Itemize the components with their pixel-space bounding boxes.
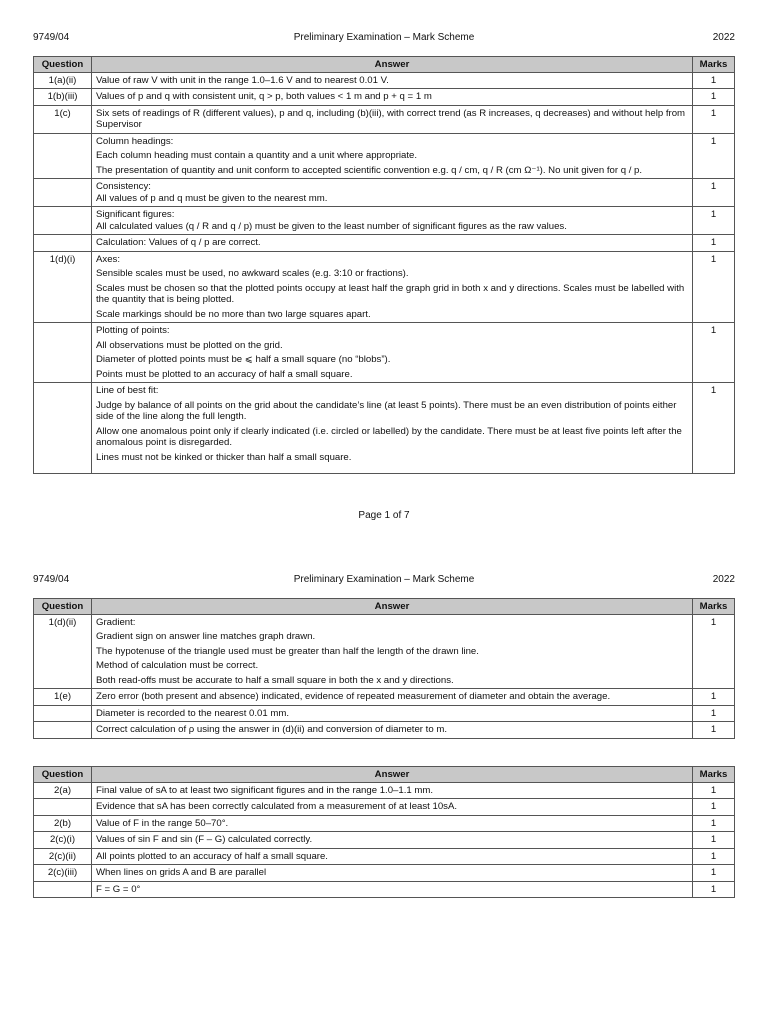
answer-line: Values of sin F and sin (F – G) calculated correctly. — [96, 834, 313, 845]
answer-cell — [92, 133, 693, 179]
question-cell: 2(c)(iii) — [34, 865, 92, 882]
table-row — [34, 251, 735, 323]
answer-cell — [92, 832, 693, 849]
answer-cell — [92, 105, 693, 133]
question-cell — [34, 133, 92, 179]
answer-line: Points must be plotted to an accuracy of half a small square. — [96, 368, 353, 380]
answer-line: Scale markings should be no more than two large squares apart. — [96, 308, 371, 320]
answer-line: Axes: — [96, 253, 120, 265]
answer-line: Gradient: — [96, 616, 136, 628]
mark-scheme-table-2 — [33, 598, 735, 739]
answer-line: Final value of sA to at least two significant figures and in the range 1.0–1.1 mm. — [96, 784, 434, 796]
table-row — [34, 323, 735, 383]
marks-cell: 1 — [693, 722, 735, 739]
answer-cell — [92, 881, 693, 898]
question-cell: 1(d)(i) — [34, 251, 92, 323]
marks-cell: 1 — [693, 815, 735, 832]
answer-cell — [92, 207, 693, 235]
question-cell: 1(e) — [34, 689, 92, 706]
answer-cell — [92, 614, 693, 689]
table-row — [34, 705, 735, 722]
table-row — [34, 881, 735, 898]
table-row — [34, 722, 735, 739]
answer-cell — [92, 323, 693, 383]
page-header-2 — [33, 573, 735, 587]
column-header-question: Question — [34, 767, 92, 783]
marks-cell: 1 — [693, 705, 735, 722]
answer-line: Column headings: — [96, 135, 174, 147]
marks-cell: 1 — [693, 133, 735, 179]
year: 2022 — [712, 574, 735, 585]
answer-line: All calculated values (q / R and q / p) must be given to the least number of significant figures as the raw values. — [96, 220, 567, 232]
answer-line: Consistency: — [96, 181, 151, 192]
marks-cell: 1 — [693, 865, 735, 882]
table-row — [34, 832, 735, 849]
answer-line: Allow one anomalous point only if clearly indicated (i.e. circled or labelled) by the candidate. There must be at least five points left after the anomalous point is disregarded. — [96, 425, 682, 448]
answer-line: Significant figures: — [96, 209, 175, 220]
answer-line: All values of p and q must be given to the nearest mm. — [96, 192, 328, 204]
answer-cell — [92, 72, 693, 89]
answer-cell — [92, 251, 693, 323]
question-cell — [34, 705, 92, 722]
column-header-marks: Marks — [693, 767, 735, 783]
paper-code: 9749/04 — [33, 574, 70, 585]
answer-line: Sensible scales must be used, no awkward scales (e.g. 3:10 or fractions). — [96, 268, 409, 279]
marks-cell: 1 — [693, 89, 735, 106]
question-cell: 2(c)(i) — [34, 832, 92, 849]
question-cell: 1(a)(ii) — [34, 72, 92, 89]
answer-line: The presentation of quantity and unit conform to accepted scientific convention e.g. q / cm, q / R (cm Ω⁻¹). No unit given for q / p. — [96, 164, 643, 176]
marks-cell: 1 — [693, 782, 735, 799]
question-cell — [34, 881, 92, 898]
marks-cell: 1 — [693, 614, 735, 689]
answer-line: Scales must be chosen so that the plotted points occupy at least half the graph grid in both x and y directions. Scales must be labelled with the quantity that is being plotted. — [96, 282, 685, 305]
question-cell — [34, 722, 92, 739]
answer-line: Value of F in the range 50–70°. — [96, 817, 229, 829]
question-cell: 1(b)(iii) — [34, 89, 92, 106]
answer-cell — [92, 235, 693, 252]
marks-cell: 1 — [693, 881, 735, 898]
answer-line: Evidence that sA has been correctly calculated from a measurement of at least 10sA. — [96, 801, 458, 812]
answer-cell — [92, 89, 693, 106]
answer-line: Six sets of readings of R (different values), p and q, including (b)(iii), with correct trend (as R increases, q decreases) and without help from Supervisor — [96, 107, 686, 130]
table-header-row — [34, 57, 735, 73]
table-row — [34, 89, 735, 106]
mark-scheme-table-3 — [33, 766, 735, 898]
marks-cell: 1 — [693, 832, 735, 849]
answer-line: The hypotenuse of the triangle used must be greater than half the length of the drawn line. — [96, 645, 479, 657]
marks-cell: 1 — [693, 251, 735, 323]
column-header-answer: Answer — [92, 599, 693, 615]
answer-line: Line of best fit: — [96, 385, 159, 396]
marks-cell: 1 — [693, 207, 735, 235]
table-row — [34, 105, 735, 133]
answer-line: Values of p and q with consistent unit, q > p, both values < 1 m and p + q = 1 m — [96, 91, 432, 102]
marks-cell: 1 — [693, 179, 735, 207]
table-row — [34, 235, 735, 252]
paper-code: 9749/04 — [33, 32, 70, 43]
answer-cell — [92, 705, 693, 722]
answer-line: Both read-offs must be accurate to half a small square in both the x and y directions. — [96, 674, 454, 686]
answer-line: Diameter is recorded to the nearest 0.01 mm. — [96, 707, 290, 719]
answer-cell — [92, 722, 693, 739]
year: 2022 — [712, 32, 735, 43]
answer-line: Gradient sign on answer line matches graph drawn. — [96, 631, 316, 642]
document-title: Preliminary Examination – Mark Scheme — [293, 32, 475, 43]
mark-scheme-table-1 — [33, 56, 735, 474]
marks-cell: 1 — [693, 689, 735, 706]
answer-line: Correct calculation of ρ using the answer in (d)(ii) and conversion of diameter to m. — [96, 724, 447, 735]
question-cell: 2(a) — [34, 782, 92, 799]
column-header-question: Question — [34, 57, 92, 73]
column-header-marks: Marks — [693, 599, 735, 615]
question-cell — [34, 323, 92, 383]
question-cell — [34, 235, 92, 252]
table-row — [34, 179, 735, 207]
answer-line: Lines must not be kinked or thicker than half a small square. — [96, 451, 352, 463]
question-cell: 2(b) — [34, 815, 92, 832]
answer-line: When lines on grids A and B are parallel — [96, 867, 267, 878]
answer-line: Method of calculation must be correct. — [96, 660, 259, 671]
answer-line: Judge by balance of all points on the grid about the candidate’s line (at least 5 points). There must be an even distribution of points either side of the line along the full length. — [96, 399, 677, 422]
table-row — [34, 865, 735, 882]
answer-cell — [92, 848, 693, 865]
marks-cell: 1 — [693, 848, 735, 865]
column-header-marks: Marks — [693, 57, 735, 73]
question-cell: 2(c)(ii) — [34, 848, 92, 865]
page-header — [33, 31, 735, 45]
answer-cell — [92, 383, 693, 474]
marks-cell: 1 — [693, 323, 735, 383]
answer-cell — [92, 689, 693, 706]
marks-cell: 1 — [693, 105, 735, 133]
question-cell — [34, 383, 92, 474]
document-title: Preliminary Examination – Mark Scheme — [293, 574, 475, 585]
table-row — [34, 782, 735, 799]
table-row — [34, 383, 735, 474]
answer-cell — [92, 815, 693, 832]
table-row — [34, 848, 735, 865]
answer-line: All observations must be plotted on the grid. — [96, 339, 283, 351]
answer-line: Value of raw V with unit in the range 1.0–1.6 V and to nearest 0.01 V. — [96, 74, 389, 86]
answer-line: All points plotted to an accuracy of half a small square. — [96, 850, 328, 862]
table-row — [34, 207, 735, 235]
table-row — [34, 815, 735, 832]
answer-cell — [92, 799, 693, 816]
answer-cell — [92, 782, 693, 799]
table-header-row — [34, 599, 735, 615]
question-cell — [34, 207, 92, 235]
answer-line: Diameter of plotted points must be ⩽ half a small square (no “blobs”). — [96, 354, 391, 365]
column-header-answer: Answer — [92, 57, 693, 73]
answer-cell — [92, 179, 693, 207]
table-row — [34, 133, 735, 179]
answer-line: Plotting of points: — [96, 325, 170, 336]
question-cell — [34, 179, 92, 207]
table-row — [34, 799, 735, 816]
answer-cell — [92, 865, 693, 882]
question-cell: 1(c) — [34, 105, 92, 133]
table-row — [34, 689, 735, 706]
answer-line: Zero error (both present and absence) indicated, evidence of repeated measurement of diameter and obtain the average. — [96, 691, 611, 702]
answer-line: F = G = 0° — [96, 883, 141, 895]
answer-line: Calculation: Values of q / p are correct. — [96, 237, 261, 248]
question-cell: 1(d)(ii) — [34, 614, 92, 689]
question-cell — [34, 799, 92, 816]
answer-line: Each column heading must contain a quantity and a unit where appropriate. — [96, 150, 418, 161]
marks-cell: 1 — [693, 799, 735, 816]
marks-cell: 1 — [693, 72, 735, 89]
table-row — [34, 614, 735, 689]
page-footer: Page 1 of 7 — [358, 510, 410, 521]
marks-cell: 1 — [693, 383, 735, 474]
table-row — [34, 72, 735, 89]
column-header-question: Question — [34, 599, 92, 615]
marks-cell: 1 — [693, 235, 735, 252]
column-header-answer: Answer — [92, 767, 693, 783]
table-header-row — [34, 767, 735, 783]
